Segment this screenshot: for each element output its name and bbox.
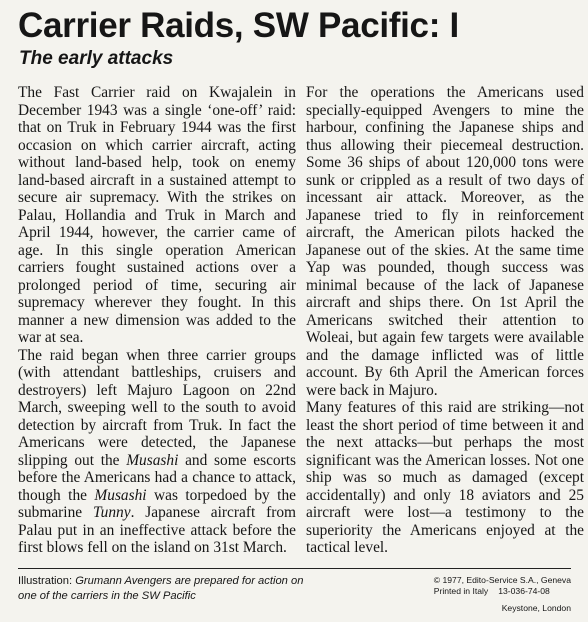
text-run: The raid began when three carrier groups (with attendant battleships, cruisers and destroyers) left Majuro Lagoon on 22nd March, sweeping well to the south to avoid detection by aircraft from Truk. In fact the Americans were detected, the Japanese slipping out the [18,346,296,469]
caption-text: Grumann Avengers are prepared for action on one of the carriers in the SW Pacific [18,575,304,602]
photo-credit: Keystone, London [501,603,571,613]
caption-label: Illustration: [18,575,76,587]
printed-in: Printed in Italy [433,585,489,596]
right-paragraph-1: For the operations the Americans used specially-equipped Avengers to mine the harbour, confining the Japanese ships and thus allowing their piecemeal destruction. Some 36 ships of about 120,000 tons were sunk or crippled as a result of two days of incessant air attack. Moreover, as the Japanese tried to fly in reinforcement aircraft, the American pilots hacked the Japanese out of the skies. At the same time Yap was pounded, though success was minimal because of the lack of Japanese aircraft and ships there. On 1st April the Americans switched their attention to Woleai, but again few targets were available and the damage inflicted was of little account. By 6th April the American forces were back in Majuro. [306,84,584,399]
left-paragraph-1: The Fast Carrier raid on Kwajalein in December 1943 was a single ‘one-off’ raid: that on Truk in February 1944 was the first occasion on which carrier aircraft, acting without land-based help, took on enemy land-based aircraft in a sustained attempt to secure air supremacy. With the strikes on Palau, Hollandia and Truk in March and April 1944, however, the carrier came of age. In this single operation American carriers fought sustained actions over a prolonged period of time, securing air supremacy wherever they fought. In this manner a new dimension was added to the war at sea. [18,84,296,346]
left-paragraph-2 [18,347,296,557]
ship-name-musashi: Musashi [126,451,179,469]
text-run: was torpedoed by the submarine [18,486,296,521]
right-paragraph-2: Many features of this raid are striking—not least the short period of time between it and the next attacks—but perhaps the most significant was the American losses. Not one ship was so much as damaged (except accidentally) and only 18 aviators and 25 aircraft were lost—a testimony to the superiority the Americans enjoyed at the tactical level. [306,399,584,556]
footer-divider [18,568,571,569]
ship-name-musashi: Musashi [94,486,147,504]
print-line [434,586,571,597]
left-column [18,84,296,557]
text-run: . Japanese aircraft from Palau put in an ineffective attack before the first blows fell on the island on 31st March. [18,504,296,556]
copyright-block [434,575,571,596]
illustration-caption [18,574,318,603]
text-run: and some escorts before the Americans had a chance to attack, though the [18,451,296,504]
page-subtitle: The early attacks [19,48,174,69]
copyright-line: © 1977, Edito-Service S.A., Geneva [433,575,571,585]
submarine-name-tunny: Tunny [92,504,131,521]
page-title: Carrier Raids, SW Pacific: I [18,6,459,45]
right-column [306,84,584,557]
card-code: 13-036-74-08 [498,585,550,596]
